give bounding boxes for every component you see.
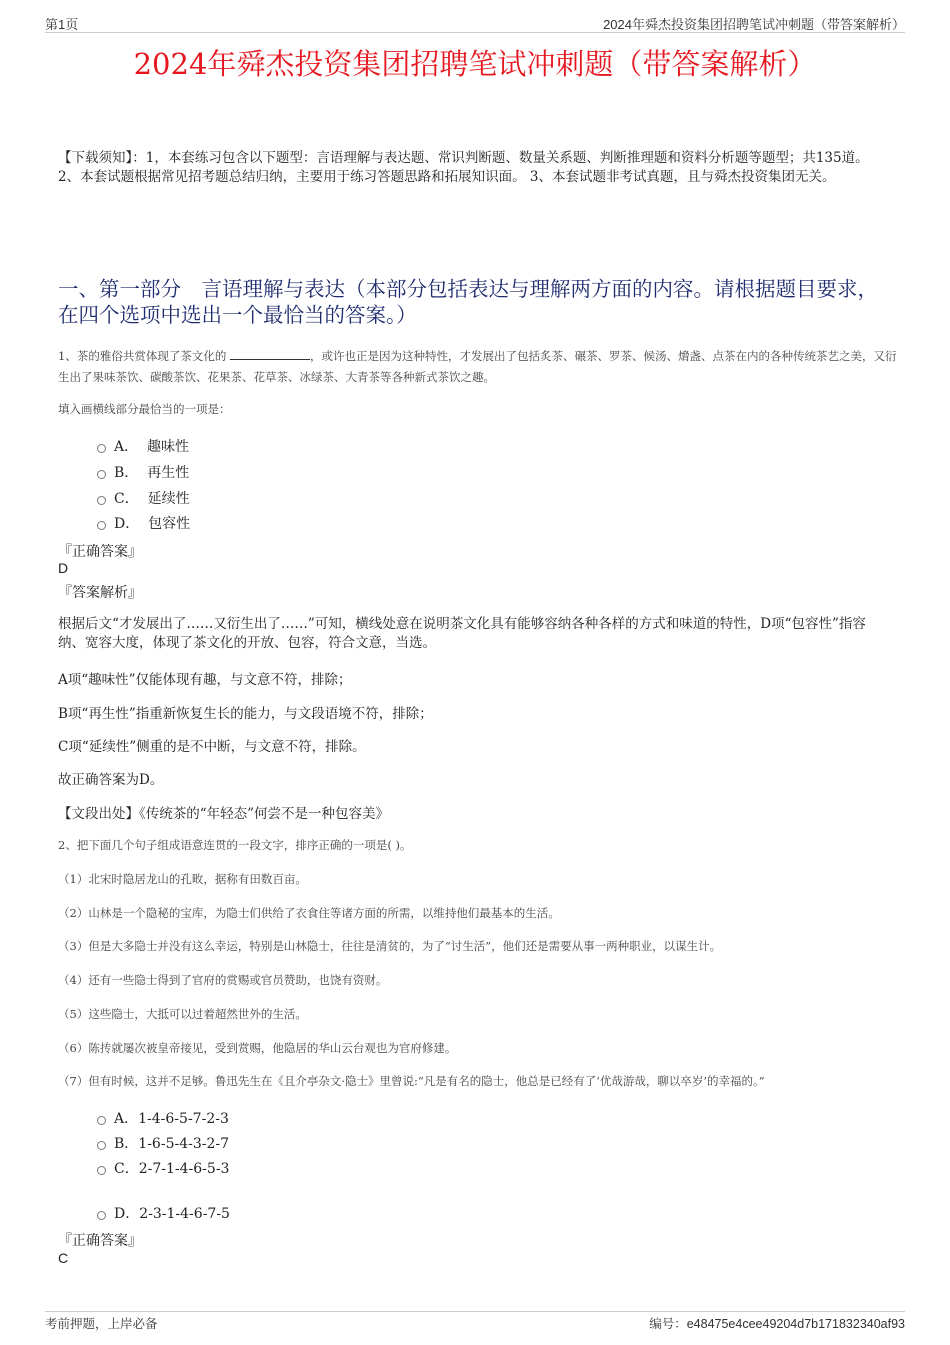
q1-answer: D	[58, 560, 69, 576]
q2-answer: C	[58, 1250, 69, 1266]
q2-sentence: （6）陈抟就屡次被皇帝接见，受到赏赐，他隐居的华山云台观也为官府修建。	[58, 1041, 457, 1055]
document-title: 2024年舜杰投资集团招聘笔试冲刺题（带答案解析）	[133, 47, 817, 81]
q1-option-c[interactable]: C． 延续性	[97, 488, 190, 508]
radio-icon[interactable]	[97, 496, 106, 505]
section-heading: 一、第一部分 言语理解与表达（本部分包括表达与理解两方面的内容。请根据题目要求，在四个选项中选出一个最恰当的答案。）	[58, 277, 878, 327]
q2-sentence: （4）还有一些隐士得到了官府的赏赐或官员赞助，也饶有资财。	[58, 973, 388, 987]
question-1-stem-after: ，或许也正是因为这种特性，才发展出了包括炙茶、碾茶、罗茶、候汤、熁盏、点茶在内的各种传统茶艺之美，又衍生出了果味茶饮、碳酸茶饮、花果茶、花草茶、冰绿茶、大青茶等各种新式茶饮之趣。	[58, 349, 897, 384]
footer-slogan: 考前押题，上岸必备	[45, 1317, 158, 1331]
radio-icon[interactable]	[97, 444, 106, 453]
q2-option-c[interactable]: C．2-7-1-4-6-5-3	[97, 1158, 229, 1178]
q2-option-a[interactable]: A．1-4-6-5-7-2-3	[97, 1108, 229, 1128]
header-divider	[45, 32, 905, 33]
q2-sentence: （3）但是大多隐士并没有这么幸运，特别是山林隐士，往往是清贫的，为了“讨生活”，他们还是需要从事一两种职业，以谋生计。	[58, 939, 722, 953]
question-1-prompt: 填入画横线部分最恰当的一项是：	[58, 402, 231, 416]
q1-analysis-conclusion: 故正确答案为D。	[58, 772, 164, 788]
q1-source: 【文段出处】《传统茶的“年轻态”何尝不是一种包容美》	[58, 806, 390, 822]
q1-option-a[interactable]: A． 趣味性	[97, 436, 189, 456]
q2-option-b[interactable]: B．1-6-5-4-3-2-7	[97, 1133, 229, 1153]
header-doc-title: 2024年舜杰投资集团招聘笔试冲刺题（带答案解析）	[603, 17, 905, 32]
q1-option-d[interactable]: D． 包容性	[97, 513, 190, 533]
q2-sentence: （2）山林是一个隐秘的宝库，为隐士们供给了衣食住等诸方面的所需，以维持他们最基本的生活。	[58, 906, 560, 920]
radio-icon[interactable]	[97, 1116, 106, 1125]
q2-sentence: （1）北宋时隐居龙山的孔畋，据称有田数百亩。	[58, 872, 307, 886]
download-notice: 【下载须知】：1，本套练习包含以下题型：言语理解与表达题、常识判断题、数量关系题、判断推理题和资料分析题等题型；共135道。 2、本套试题根据常见招考题总结归纳，主要用于练习答题思路和拓展知识面。 3、本套试题非考试真题，且与舜杰投资集团无关。	[58, 150, 869, 185]
q2-answer-label: 『正确答案』	[58, 1233, 142, 1249]
q2-sentence: （7）但有时候，这并不足够。鲁迅先生在《且介亭杂文·隐士》里曾说:“凡是有名的隐士，他总是已经有了‘优哉游哉，聊以卒岁’的幸福的。”	[58, 1074, 765, 1088]
q2-option-d[interactable]: D．2-3-1-4-6-7-5	[97, 1203, 230, 1223]
question-2-stem: 2、把下面几个句子组成语意连贯的一段文字，排序正确的一项是( )。	[58, 838, 412, 852]
footer-document-id: 编号：e48475e4cee49204d7b171832340af93	[649, 1317, 905, 1331]
q1-analysis-c: C项“延续性”侧重的是不中断，与文意不符，排除。	[58, 739, 366, 755]
q1-analysis-a: A项“趣味性”仅能体现有趣，与文意不符，排除；	[58, 672, 352, 688]
q1-analysis-main: 根据后文“才发展出了……又衍生出了……”可知，横线处意在说明茶文化具有能够容纳各种各样的方式和味道的特性，D项“包容性”指容纳、宽容大度，体现了茶文化的开放、包容，符合文意，当选。	[58, 616, 866, 651]
header-page-number: 第1页	[45, 17, 79, 32]
question-1-stem	[58, 346, 898, 388]
radio-icon[interactable]	[97, 521, 106, 530]
q2-sentence: （5）这些隐士，大抵可以过着超然世外的生活。	[58, 1007, 307, 1021]
question-1-stem-before: 1、茶的雅俗共赏体现了茶文化的	[58, 349, 227, 363]
radio-icon[interactable]	[97, 1166, 106, 1175]
fill-blank	[230, 349, 310, 360]
radio-icon[interactable]	[97, 470, 106, 479]
footer-divider	[45, 1311, 905, 1312]
q1-option-b[interactable]: B． 再生性	[97, 462, 189, 482]
q1-analysis-label: 『答案解析』	[58, 585, 142, 601]
radio-icon[interactable]	[97, 1141, 106, 1150]
q1-analysis-b: B项“再生性”指重新恢复生长的能力，与文段语境不符，排除；	[58, 706, 433, 722]
q1-answer-label: 『正确答案』	[58, 544, 142, 560]
radio-icon[interactable]	[97, 1211, 106, 1220]
